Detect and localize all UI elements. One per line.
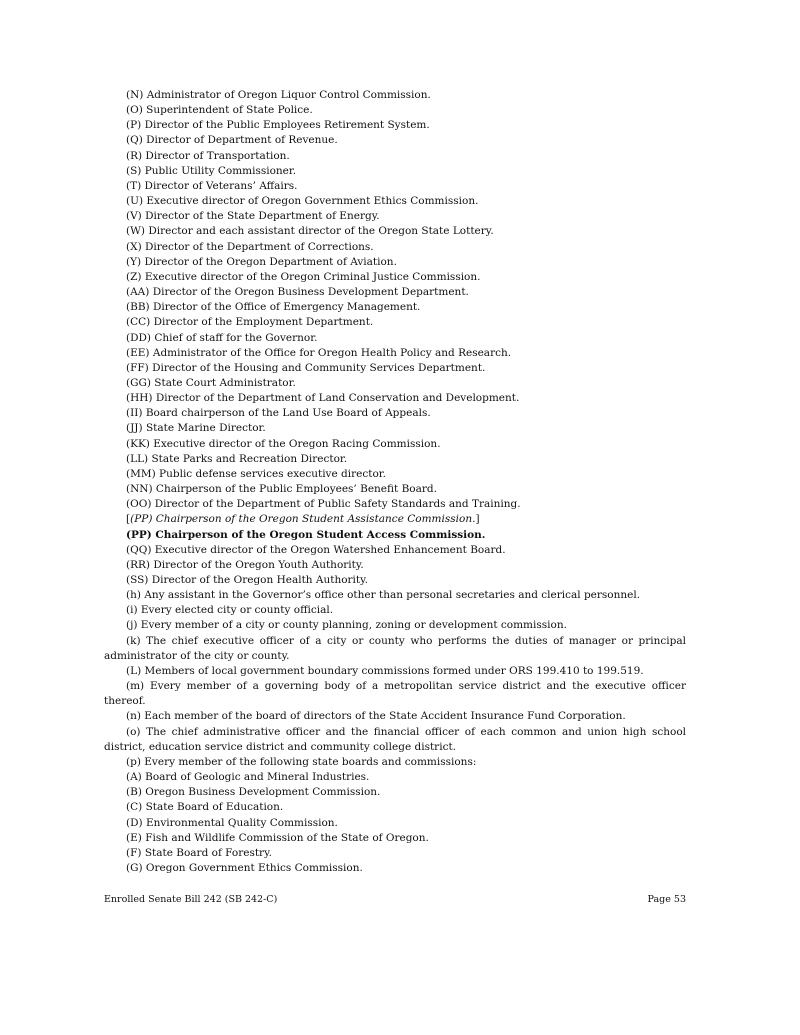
list-item: (N) Administrator of Oregon Liquor Control Commission. <box>126 89 431 101</box>
footer-page-number: Page 53 <box>647 894 686 905</box>
list-item: (MM) Public defense services executive director. <box>126 467 386 480</box>
paragraph-m: (m) Every member of a governing body of a metropolitan service district and the executive officer thereof. <box>104 680 686 708</box>
list-item: (FF) Director of the Housing and Community Services Department. <box>126 361 486 374</box>
list-item: (AA) Director of the Oregon Business Development Department. <box>126 286 469 299</box>
list-item: (i) Every elected city or county official. <box>126 604 334 617</box>
list-item: (C) State Board of Education. <box>126 801 284 814</box>
list-item: (OO) Director of the Department of Public Safety Standards and Training. <box>126 498 521 511</box>
paragraph-o: (o) The chief administrative officer and the financial officer of each common and union high school district, education service district and community college district. <box>104 725 686 753</box>
list-item: (T) Director of Veterans’ Affairs. <box>126 179 298 192</box>
list-item: (P) Director of the Public Employees Retirement System. <box>126 119 430 132</box>
list-item: (E) Fish and Wildlife Commission of the State of Oregon. <box>126 831 429 844</box>
deleted-text-line <box>104 512 686 527</box>
list-item: (LL) State Parks and Recreation Director. <box>126 452 348 465</box>
list-item: (SS) Director of the Oregon Health Authority. <box>126 574 369 586</box>
list-item: (GG) State Court Administrator. <box>126 376 296 389</box>
list-item: (U) Executive director of Oregon Government Ethics Commission. <box>126 195 479 208</box>
list-item: (KK) Executive director of the Oregon Racing Commission. <box>126 437 441 450</box>
list-item: (p) Every member of the following state boards and commissions: <box>126 755 477 768</box>
added-text: (PP) Chairperson of the Oregon Student Access Commission. <box>126 528 486 541</box>
list-item: (S) Public Utility Commissioner. <box>126 164 297 177</box>
statute-text <box>104 88 686 876</box>
list-item: (RR) Director of the Oregon Youth Authority. <box>126 558 364 571</box>
list-item: (R) Director of Transportation. <box>126 149 290 162</box>
list-item: (Y) Director of the Oregon Department of Aviation. <box>126 255 397 268</box>
page-footer <box>104 894 686 905</box>
list-item: (W) Director and each assistant director of the Oregon State Lottery. <box>126 225 494 238</box>
list-item: (QQ) Executive director of the Oregon Watershed Enhancement Board. <box>126 543 506 556</box>
list-item: (CC) Director of the Employment Department. <box>126 316 374 329</box>
paragraph-k: (k) The chief executive officer of a city or county who performs the duties of manager or principal administrator of the city or county. <box>104 634 686 662</box>
list-item: (EE) Administrator of the Office for Oregon Health Policy and Research. <box>126 346 512 359</box>
list-item: (D) Environmental Quality Commission. <box>126 816 338 829</box>
list-item: (O) Superintendent of State Police. <box>126 104 313 117</box>
deleted-bracket-open: [ <box>126 513 131 526</box>
list-item: (DD) Chief of staff for the Governor. <box>126 331 318 344</box>
list-item: (V) Director of the State Department of Energy. <box>126 210 380 223</box>
list-item: (Z) Executive director of the Oregon Criminal Justice Commission. <box>126 270 481 283</box>
list-item: (HH) Director of the Department of Land Conservation and Development. <box>126 392 520 405</box>
list-item: (n) Each member of the board of directors of the State Accident Insurance Fund Corporation. <box>126 710 626 723</box>
list-item: (G) Oregon Government Ethics Commission. <box>126 861 363 874</box>
list-item: (II) Board chairperson of the Land Use Board of Appeals. <box>126 407 431 420</box>
list-item: (F) State Board of Forestry. <box>126 846 272 859</box>
list-item: (Q) Director of Department of Revenue. <box>126 134 338 147</box>
list-item: (j) Every member of a city or county planning, zoning or development commission. <box>126 619 567 632</box>
deleted-bracket-close: ] <box>475 513 480 526</box>
list-item: (B) Oregon Business Development Commission. <box>126 786 381 799</box>
deleted-text: (PP) Chairperson of the Oregon Student Assistance Commission. <box>130 513 476 526</box>
list-item: (L) Members of local government boundary commissions formed under ORS 199.410 to 199.519. <box>126 664 644 677</box>
list-item: (BB) Director of the Office of Emergency Management. <box>126 301 421 314</box>
list-item: (X) Director of the Department of Corrections. <box>126 240 374 253</box>
list-item: (JJ) State Marine Director. <box>126 422 266 435</box>
list-item: (A) Board of Geologic and Mineral Industries. <box>126 771 370 784</box>
footer-bill-title: Enrolled Senate Bill 242 (SB 242-C) <box>104 894 278 905</box>
list-item: (NN) Chairperson of the Public Employees’ Benefit Board. <box>126 483 437 496</box>
list-item: (h) Any assistant in the Governor’s office other than personal secretaries and clerical personnel. <box>126 589 641 602</box>
